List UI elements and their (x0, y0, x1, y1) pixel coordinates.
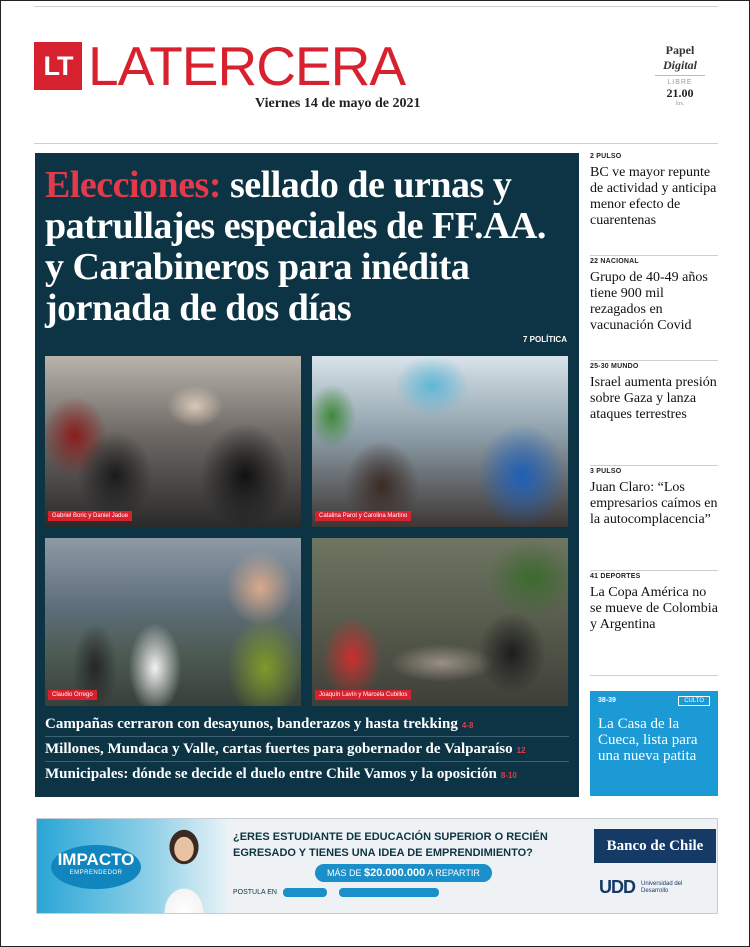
papel-line2: Digital (655, 58, 705, 76)
ad-question-line1: ¿ERES ESTUDIANTE DE EDUCACIÓN SUPERIOR O RECIÉN (233, 831, 548, 843)
sub-line-page: 8-10 (500, 771, 517, 780)
photo-caption: Claudio Orrego (48, 690, 97, 700)
sub-line-page: 12 (516, 746, 526, 755)
story-title: Israel aumenta presión sobre Gaza y lanza ataques terrestres (590, 375, 717, 422)
story-tag: 3 PULSO (590, 468, 622, 475)
udd-name: Universidad del Desarrollo (641, 880, 683, 894)
papel-line1: Papel (665, 43, 695, 57)
story-title: La Copa América no se mueve de Colombia y Argentina (590, 585, 718, 632)
story-title: Juan Claro: “Los empresarios caímos en la autocomplacencia” (590, 480, 718, 527)
udd-mark: UDD (599, 877, 635, 897)
lead-photo-1[interactable] (45, 356, 301, 527)
headline-text: sellado de urnas y patrullajes especiales de FF.AA. y Carabineros para inédita jornada de dos días (45, 164, 546, 329)
impacto-word: IMPACTO (57, 850, 135, 869)
culto-promo[interactable] (590, 691, 718, 796)
sub-line-page: 4-8 (461, 721, 474, 730)
story-item[interactable] (590, 256, 718, 361)
pill-pre: MÁS DE (327, 868, 365, 878)
headline-kicker: Elecciones: (45, 164, 222, 206)
story-tag: 25-30 MUNDO (590, 363, 639, 370)
lead-photo-3[interactable] (45, 538, 301, 706)
story-title: BC ve mayor repunte de actividad y anticipa menor efecto de cuarentenas (590, 165, 717, 228)
lead-photo-4[interactable] (312, 538, 568, 706)
papel-line3: LIBRE (667, 79, 693, 86)
masthead[interactable] (34, 34, 405, 97)
sub-line-text: Municipales: dónde se decide el duelo entre Chile Vamos y la oposición (45, 766, 497, 782)
photo-caption: Gabriel Boric y Daniel Jadue (48, 511, 132, 521)
pill-post: A REPARTIR (425, 868, 480, 878)
lead-photo-2[interactable] (312, 356, 568, 527)
ad-postula-row (233, 888, 439, 897)
banco-de-chile-logo: Banco de Chile (594, 829, 716, 863)
story-item[interactable] (590, 571, 718, 676)
header-rule (34, 143, 718, 144)
sub-line-text: Campañas cerraron con desayunos, banderazos y hasta trekking (45, 716, 458, 732)
story-item[interactable] (590, 361, 718, 466)
promo-tag: 38-39 (598, 697, 616, 704)
sub-line-2[interactable] (45, 737, 569, 762)
top-rule (34, 6, 718, 7)
story-tag: 41 DEPORTES (590, 573, 641, 580)
story-item[interactable] (590, 151, 718, 256)
papel-price-sub: hrs. (675, 101, 685, 107)
lead-sub-lines (45, 712, 569, 787)
promo-badge: CULTO (678, 696, 710, 706)
story-tag: 2 PULSO (590, 153, 622, 160)
ad-link-chip[interactable] (283, 888, 327, 897)
postula-label: POSTULA EN (233, 889, 277, 896)
story-item[interactable] (590, 466, 718, 571)
lead-headline[interactable] (45, 165, 565, 329)
udd-logo (599, 877, 689, 898)
right-column (590, 151, 718, 676)
ad-person-image (153, 825, 215, 914)
photo-caption: Joaquín Lavín y Marcela Cubillos (315, 690, 411, 700)
impacto-sub: EMPRENDEDOR (69, 870, 123, 876)
ad-link-chip[interactable] (339, 888, 439, 897)
ad-prize-pill (315, 864, 492, 882)
lead-story-block (35, 153, 579, 797)
advertisement[interactable] (36, 818, 718, 914)
lead-section-tag: 7 POLÍTICA (522, 335, 567, 344)
impacto-logo (51, 845, 141, 889)
story-tag: 22 NACIONAL (590, 258, 639, 265)
logo-word: LATERCERA (88, 34, 405, 97)
logo-mark: LT (34, 42, 82, 90)
sub-line-1[interactable] (45, 712, 569, 737)
ad-question-line2: EGRESADO Y TIENES UNA IDEA DE EMPRENDIMIENTO? (233, 847, 533, 859)
photo-caption: Catalina Parot y Carolina Martino (315, 511, 411, 521)
sub-line-text: Millones, Mundaca y Valle, cartas fuertes para gobernador de Valparaíso (45, 741, 513, 757)
promo-title: La Casa de la Cueca, lista para una nueva patita (598, 716, 698, 764)
edition-date: Viernes 14 de mayo de 2021 (255, 96, 421, 111)
story-title: Grupo de 40-49 años tiene 900 mil rezagados en vacunación Covid (590, 270, 708, 333)
pill-amount: $20.000.000 (364, 867, 426, 879)
papel-price: 21.00 (666, 86, 694, 100)
sub-line-3[interactable] (45, 762, 569, 787)
papel-digital-badge[interactable] (655, 43, 705, 107)
